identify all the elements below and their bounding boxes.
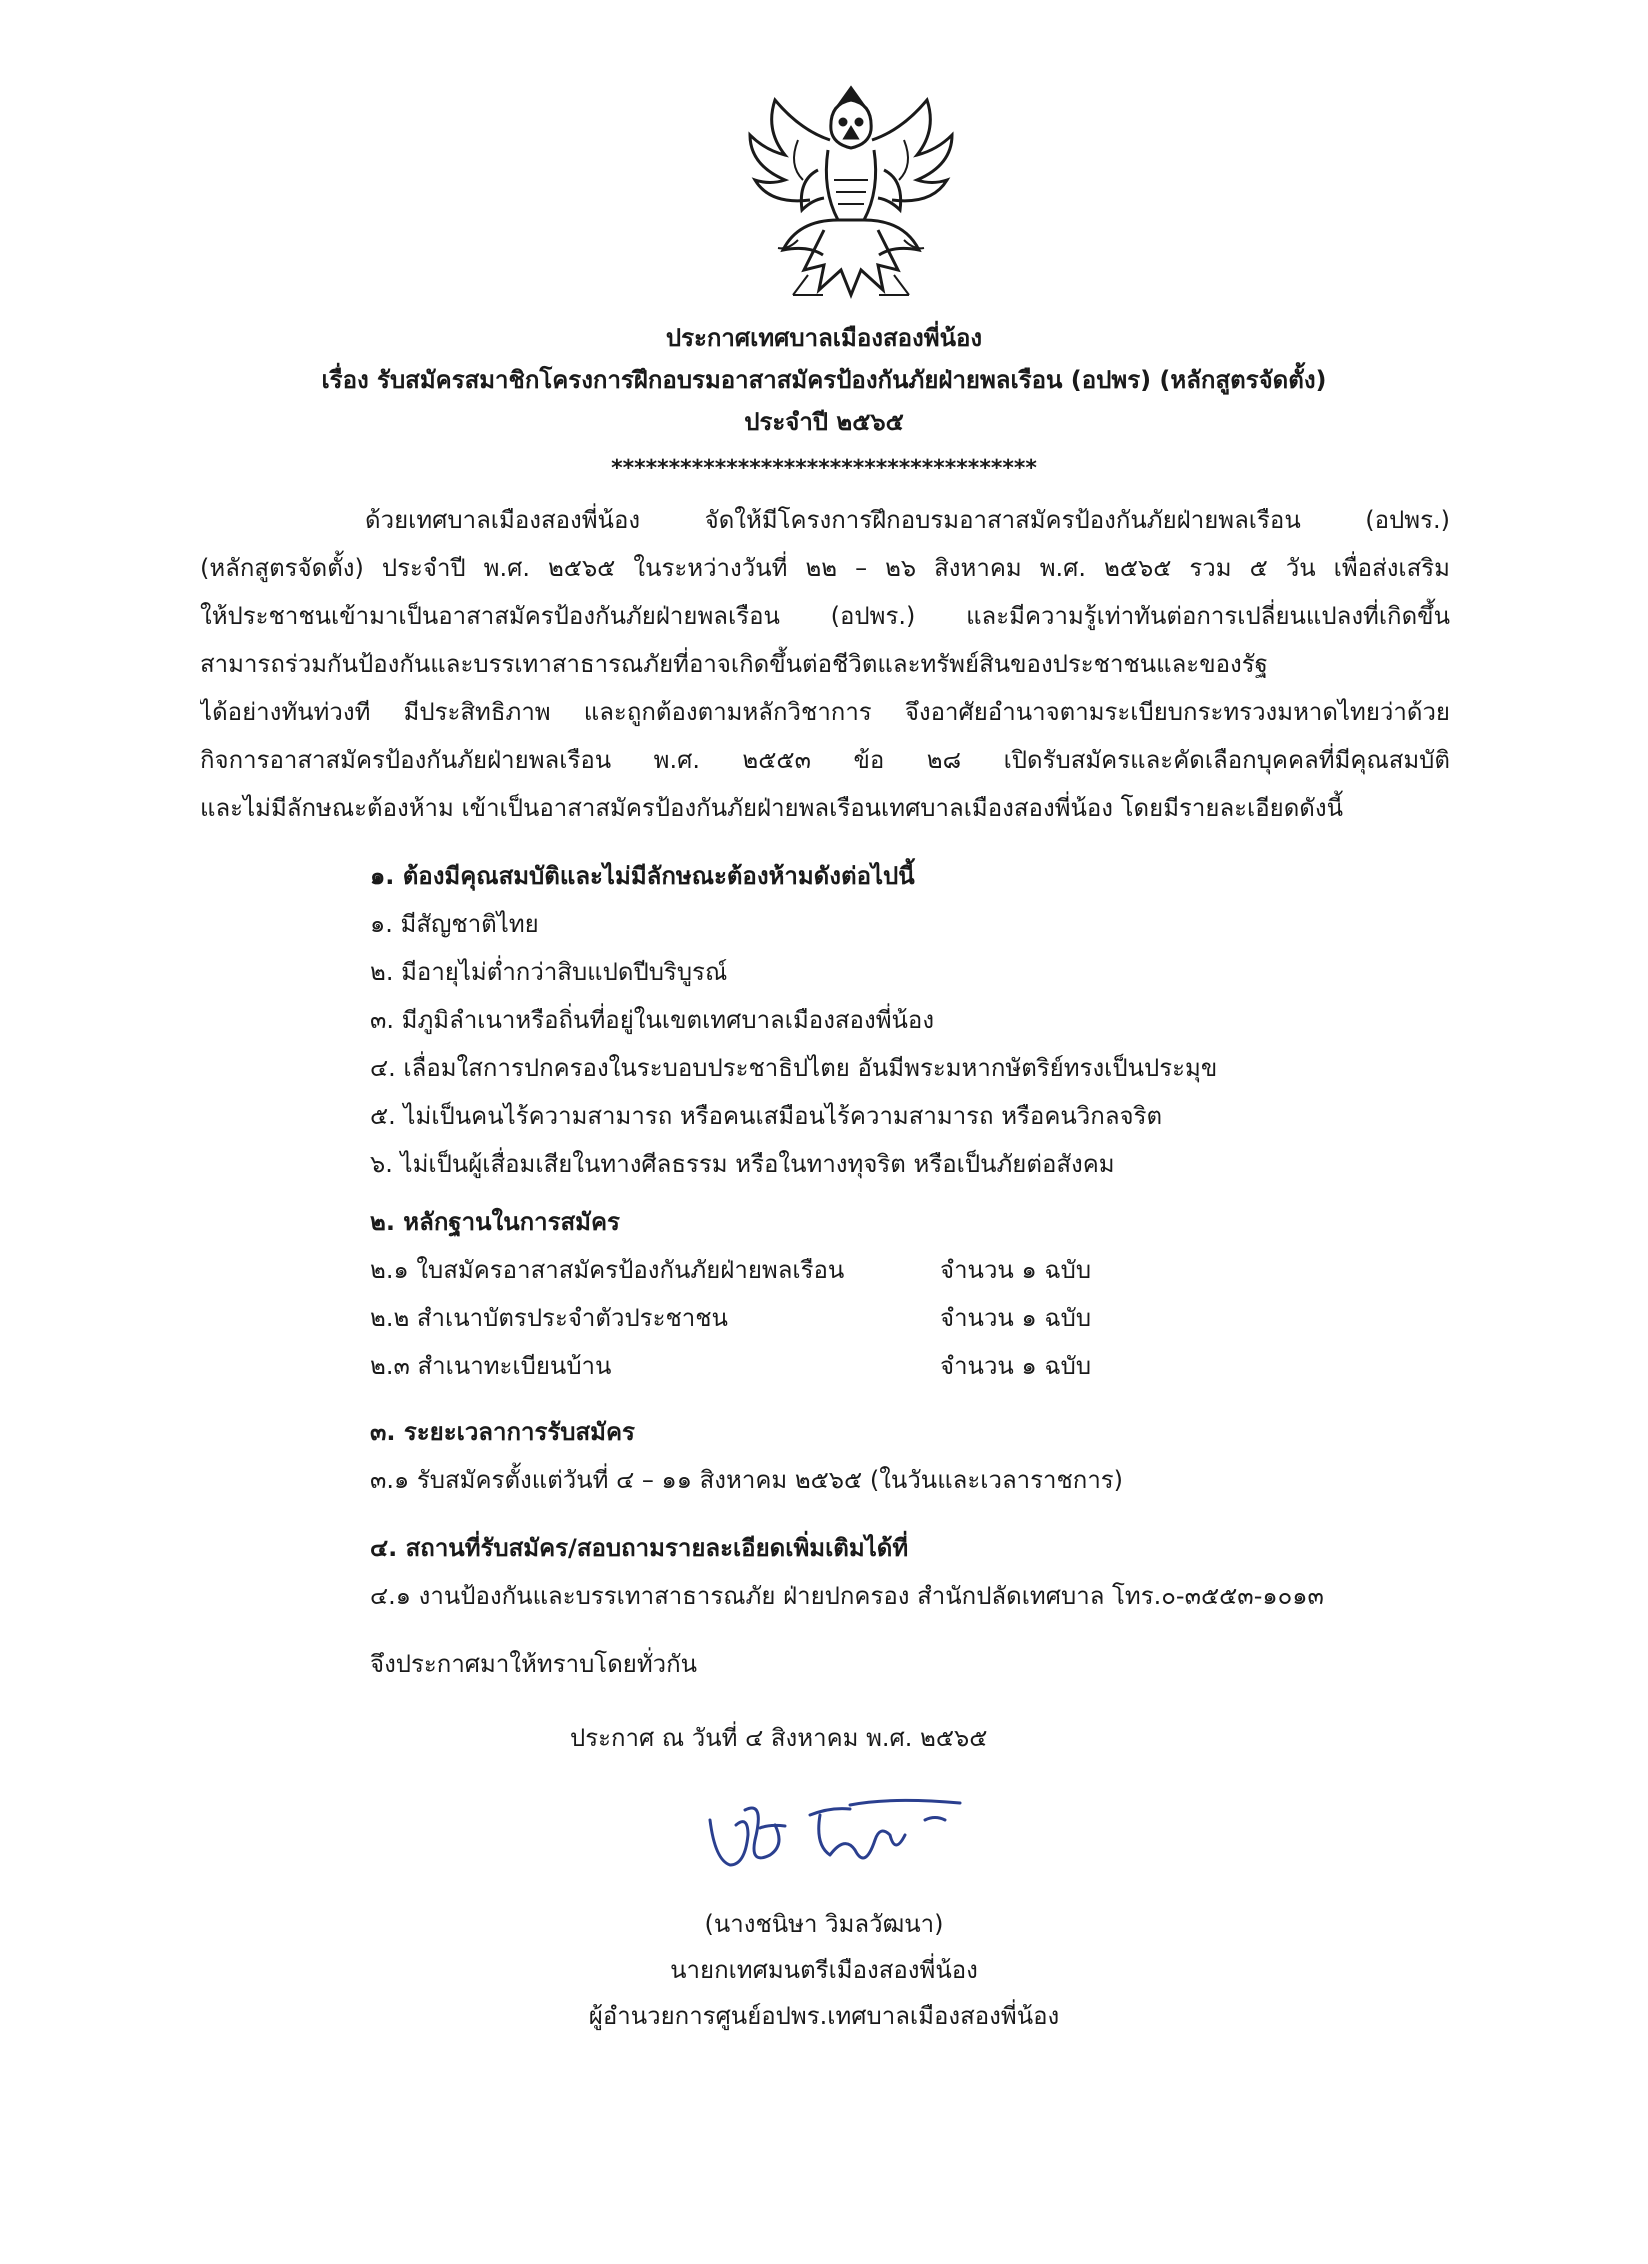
evidence-count: จำนวน ๑ ฉบับ — [940, 1352, 1092, 1380]
section-heading: ๔. สถานที่รับสมัคร/สอบถามรายละเอียดเพิ่มเติมได้ที่ — [370, 1534, 909, 1562]
evidence-label: ๒.๑ ใบสมัครอาสาสมัครป้องกันภัยฝ่ายพลเรือน — [370, 1256, 845, 1284]
intro-line: กิจการอาสาสมัครป้องกันภัยฝ่ายพลเรือน พ.ศ. ๒๕๕๓ ข้อ ๒๘ เปิดรับสมัครและคัดเลือกบุคคลที่มีคุณสมบัติ — [200, 746, 1450, 774]
evidence-label: ๒.๒ สำเนาบัตรประจำตัวประชาชน — [370, 1304, 728, 1332]
qualification-item: ๑. มีสัญชาติไทย — [370, 910, 539, 938]
intro-line: สามารถร่วมกันป้องกันและบรรเทาสาธารณภัยที่อาจเกิดขึ้นต่อชีวิตและทรัพย์สินของประชาชนและของรัฐ — [200, 650, 1268, 678]
intro-line: ด้วยเทศบาลเมืองสองพี่น้อง จัดให้มีโครงการฝึกอบรมอาสาสมัครป้องกันภัยฝ่ายพลเรือน (อปพร.) — [365, 506, 1450, 534]
section-heading: ๓. ระยะเวลาการรับสมัคร — [370, 1418, 635, 1446]
title-separator: ************************************* — [611, 456, 1037, 481]
period-item: ๓.๑ รับสมัครตั้งแต่วันที่ ๔ – ๑๑ สิงหาคม ๒๕๖๕ (ในวันและเวลาราชการ) — [370, 1466, 1124, 1494]
qualification-item: ๖. ไม่เป็นผู้เสื่อมเสียในทางศีลธรรม หรือในทางทุจริต หรือเป็นภัยต่อสังคม — [370, 1150, 1115, 1178]
intro-line: ให้ประชาชนเข้ามาเป็นอาสาสมัครป้องกันภัยฝ่ายพลเรือน (อปพร.) และมีความรู้เท่าทันต่อการเปลี่ยนแปลงที่เกิดขึ้น — [200, 602, 1450, 630]
signatory-name: (นางชนิษา วิมลวัฒนา) — [704, 1910, 944, 1938]
garuda-emblem-icon — [738, 80, 964, 310]
evidence-label: ๒.๓ สำเนาทะเบียนบ้าน — [370, 1352, 612, 1380]
signature-image — [700, 1790, 980, 1900]
intro-line: ได้อย่างทันท่วงที มีประสิทธิภาพ และถูกต้องตามหลักวิชาการ จึงอาศัยอำนาจตามระเบียบกระทรวงมหาดไทยว่าด้วย — [200, 698, 1450, 726]
section-period — [370, 1408, 1123, 1504]
signatory-position: ผู้อำนวยการศูนย์อปพร.เทศบาลเมืองสองพี่น้อง — [588, 2002, 1060, 2030]
announcement-date: ประกาศ ณ วันที่ ๔ สิงหาคม พ.ศ. ๒๕๖๕ — [570, 1724, 988, 1752]
section-evidence — [370, 1198, 1200, 1390]
intro-paragraph — [200, 496, 1450, 832]
qualification-item: ๒. มีอายุไม่ต่ำกว่าสิบแปดปีบริบูรณ์ — [370, 958, 728, 986]
section-heading: ๑. ต้องมีคุณสมบัติและไม่มีลักษณะต้องห้ามดังต่อไปนี้ — [370, 862, 915, 890]
intro-line: และไม่มีลักษณะต้องห้าม เข้าเป็นอาสาสมัครป้องกันภัยฝ่ายพลเรือนเทศบาลเมืองสองพี่น้อง โดยมีรายละเอียดดังนี้ — [200, 794, 1344, 822]
evidence-count: จำนวน ๑ ฉบับ — [940, 1304, 1092, 1332]
evidence-row — [370, 1294, 1200, 1342]
section-qualifications — [370, 852, 1217, 1188]
section-heading: ๒. หลักฐานในการสมัคร — [370, 1208, 620, 1236]
evidence-count: จำนวน ๑ ฉบับ — [940, 1256, 1092, 1284]
intro-line: (หลักสูตรจัดตั้ง) ประจำปี พ.ศ. ๒๕๖๕ ในระหว่างวันที่ ๒๒ – ๒๖ สิงหาคม พ.ศ. ๒๕๖๕ รวม ๕ วัน เพื่อส่งเสริม — [200, 554, 1450, 582]
announcement-title: ประกาศเทศบาลเมืองสองพี่น้อง — [665, 324, 983, 352]
evidence-row — [370, 1246, 1200, 1294]
qualification-item: ๔. เลื่อมใสการปกครองในระบอบประชาธิปไตย อันมีพระมหากษัตริย์ทรงเป็นประมุข — [370, 1054, 1218, 1082]
qualification-item: ๕. ไม่เป็นคนไร้ความสามารถ หรือคนเสมือนไร้ความสามารถ หรือคนวิกลจริต — [370, 1102, 1163, 1130]
announcement-year: ประจำปี ๒๕๖๕ — [744, 408, 904, 436]
closing-text: จึงประกาศมาให้ทราบโดยทั่วกัน — [370, 1650, 698, 1678]
evidence-row — [370, 1342, 1200, 1390]
qualification-item: ๓. มีภูมิลำเนาหรือถิ่นที่อยู่ในเขตเทศบาลเมืองสองพี่น้อง — [370, 1006, 935, 1034]
location-item: ๔.๑ งานป้องกันและบรรเทาสาธารณภัย ฝ่ายปกครอง สำนักปลัดเทศบาล โทร.๐-๓๕๕๓-๑๐๑๓ — [370, 1582, 1324, 1610]
announcement-subject: เรื่อง รับสมัครสมาชิกโครงการฝึกอบรมอาสาสมัครป้องกันภัยฝ่ายพลเรือน (อปพร) (หลักสูตรจัดตั้ง) — [321, 366, 1327, 394]
signatory-position: นายกเทศมนตรีเมืองสองพี่น้อง — [670, 1956, 978, 1984]
section-location — [370, 1524, 1324, 1620]
